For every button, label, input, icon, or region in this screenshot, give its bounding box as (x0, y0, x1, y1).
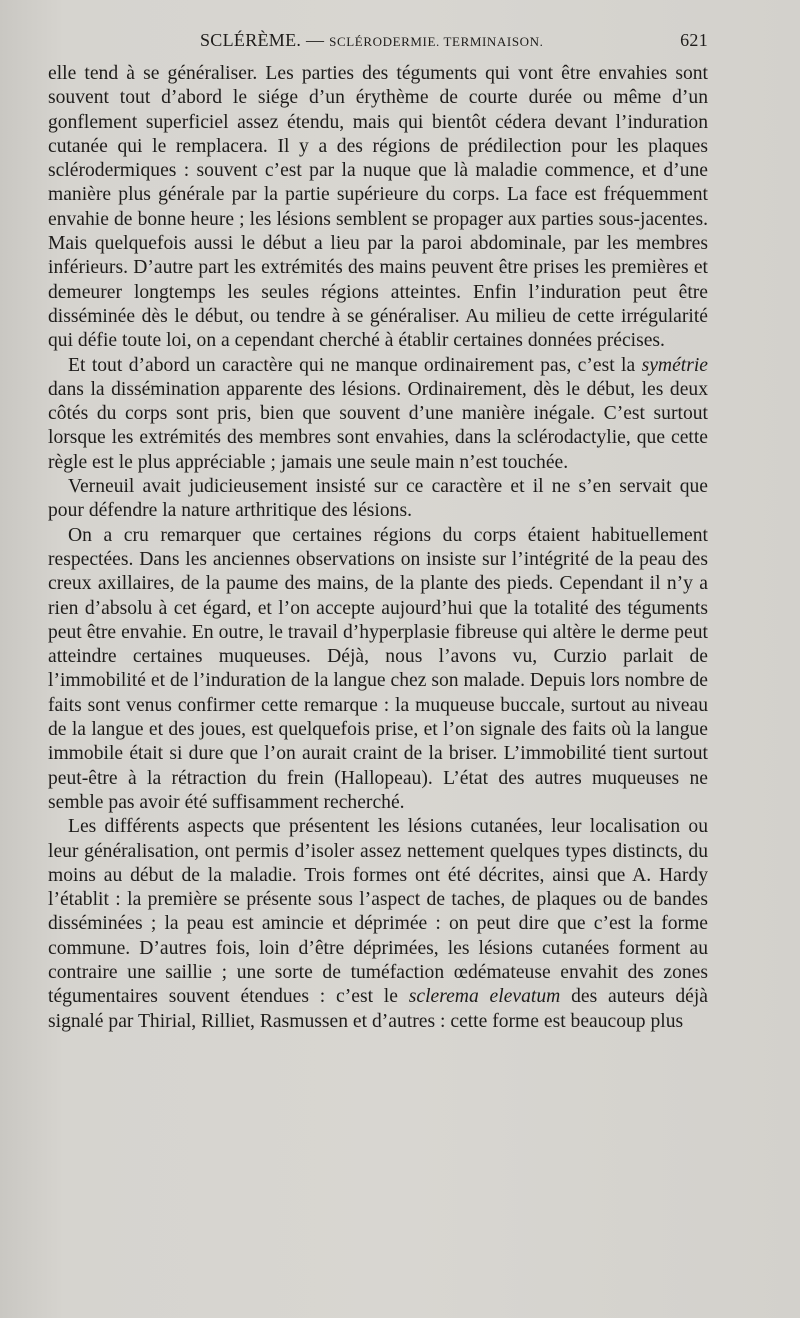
page-number: 621 (680, 30, 708, 50)
paragraph-5-italic: sclerema elevatum (408, 986, 561, 1008)
paragraph-1: elle tend à se généraliser. Les parties des téguments qui vont être envahies sont souvent tout d’abord le siége d’un érythème de courte durée ou même d’un gonflement superficiel assez étendu, mais qui bientôt cédera devant l’induration cutanée qui le remplacera. Il y a des régions de prédilection pour les plaques sclérodermiques : souvent c’est par la nuque que là maladie commence, et d’une manière plus générale par la partie supérieure du corps. La face est fréquemment envahie de bonne heure ; les lésions semblent se propager aux parties sous-jacentes. Mais quelquefois aussi le début a lieu par la paroi abdominale, par les membres inférieurs. D’autre part les extrémités des mains peuvent être prises les premières et demeurer longtemps les seules régions atteintes. Enfin l’induration peut être disséminée dès le début, ou tendre à se généraliser. Au milieu de cette irrégularité qui défie toute loi, on a cependant cherché à établir certaines données précises. (48, 63, 708, 352)
paragraph-5 (48, 815, 708, 1034)
header-dash: — (306, 30, 325, 50)
paragraph-2-italic: symétrie (641, 354, 708, 376)
paragraph-2-part-1: Et tout d’abord un caractère qui ne manque ordinairement pas, c’est la (68, 354, 642, 376)
header-title-sub: SCLÉRODERMIE. TERMINAISON. (329, 34, 544, 49)
running-title (200, 30, 544, 51)
paragraph-5-part-2: des auteurs déjà signalé par Thirial, Rilliet, Rasmussen et d’autres : cette forme est beaucoup plus (48, 986, 709, 1032)
paragraph-4: On a cru remarquer que certaines régions du corps étaient habituellement respectées. Dans les anciennes observations on insiste sur l’intégrité de la peau des creux axillaires, de la paume des mains, de la plante des pieds. Cependant il n’y a rien d’absolu à cet égard, et l’on accepte aujourd’hui que la totalité des téguments peut être envahie. En outre, le travail d’hyperplasie fibreuse qui altère le derme peut atteindre certaines muqueuses. Déjà, nous l’avons vu, Curzio parlait de l’immobilité et de l’induration de la langue chez son malade. Depuis lors nombre de faits sont venus confirmer cette remarque : la muqueuse buccale, surtout au niveau de la langue et des joues, est quelquefois prise, et l’on signale des faits où la langue immobile était si dure que l’on aurait craint de la briser. L’immobilité tient surtout peut-être à la rétraction du frein (Hallopeau). L’état des autres muqueuses ne semble pas avoir été suffisamment recherché. (48, 524, 708, 813)
header-title-main: SCLÉRÈME. (200, 30, 302, 50)
paragraph-2-part-2: dans la dissémination apparente des lésions. Ordinairement, dès le début, les deux côtés du corps sont pris, bien que souvent d’une manière inégale. C’est surtout lorsque les extrémités des membres sont envahies, dans la sclérodactylie, que cette règle est le plus appréciable ; jamais une seule main n’est touchée. (48, 378, 708, 473)
running-header (48, 30, 708, 56)
paragraph-2 (48, 354, 708, 475)
paragraph-3: Verneuil avait judicieusement insisté sur ce caractère et il ne s’en servait que pour défendre la nature arthritique des lésions. (48, 476, 708, 522)
body-text (48, 62, 708, 1034)
paragraph-5-part-1: Les différents aspects que présentent les lésions cutanées, leur localisation ou leur généralisation, ont permis d’isoler assez nettement quelques types distincts, du moins au début de la maladie. Trois formes ont été décrites, ainsi que A. Hardy l’établit : la première se présente sous l’aspect de taches, de plaques ou de bandes disséminées ; la peau est amincie et déprimée : on peut dire que c’est la forme commune. D’autres fois, loin d’être déprimées, les lésions cutanées forment au contraire une saillie ; une sorte de tuméfaction œdémateuse envahit des zones tégumentaires souvent étendues : c’est le (48, 816, 708, 1008)
